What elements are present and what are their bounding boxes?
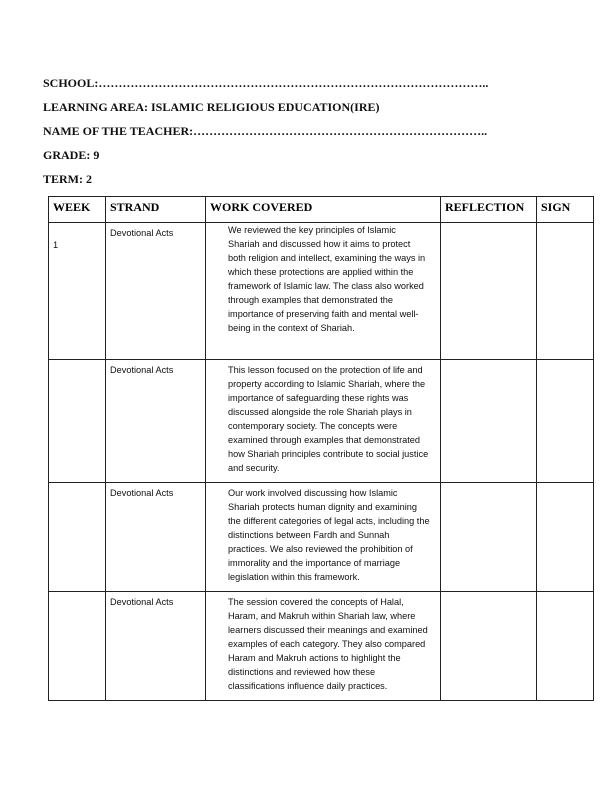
school-line: SCHOOL:……………………………………………………………………………………..	[43, 76, 489, 90]
table-row	[49, 483, 594, 592]
sign-cell[interactable]	[537, 483, 594, 592]
reflection-cell[interactable]	[441, 223, 537, 360]
strand-column-header: STRAND	[106, 197, 206, 223]
reflection-cell[interactable]	[441, 592, 537, 701]
grade-line: GRADE: 9	[43, 148, 100, 162]
reflection-cell[interactable]	[441, 483, 537, 592]
sign-column-header: SIGN	[537, 197, 594, 223]
strand-cell: Devotional Acts	[106, 223, 206, 360]
strand-cell: Devotional Acts	[106, 483, 206, 592]
sign-cell[interactable]	[537, 360, 594, 483]
learning-area-line: LEARNING AREA: ISLAMIC RELIGIOUS EDUCATION(IRE)	[43, 100, 380, 114]
week-cell	[49, 592, 106, 701]
strand-cell: Devotional Acts	[106, 360, 206, 483]
table-row	[49, 592, 594, 701]
week-column-header: WEEK	[49, 197, 106, 223]
sign-cell[interactable]	[537, 223, 594, 360]
reflection-cell[interactable]	[441, 360, 537, 483]
strand-cell: Devotional Acts	[106, 592, 206, 701]
teacher-name-line: NAME OF THE TEACHER:………………………………………………………………..	[43, 124, 488, 138]
sign-cell[interactable]	[537, 592, 594, 701]
table-row	[49, 360, 594, 483]
work-covered-table	[48, 196, 594, 701]
table-header-row	[49, 197, 594, 223]
reflection-column-header: REFLECTION	[441, 197, 537, 223]
work-covered-column-header: WORK COVERED	[206, 197, 441, 223]
work-covered-cell: The session covered the concepts of Halal, Haram, and Makruh within Shariah law, where learners discussed their meanings and examined examples of each category. They also compared Haram and Makruh actions to highlight the distinctions and reviewed how these classifications influence daily practices.	[206, 592, 441, 701]
term-line: TERM: 2	[43, 172, 92, 186]
week-cell: 1	[49, 223, 106, 360]
work-covered-cell: This lesson focused on the protection of life and property according to Islamic Shariah, where the importance of safeguarding these rights was discussed alongside the role Shariah plays in contemporary society. The concepts were examined through examples that demonstrated how Shariah principles contribute to social justice and security.	[206, 360, 441, 483]
week-cell	[49, 360, 106, 483]
table-row	[49, 223, 594, 360]
work-covered-cell: Our work involved discussing how Islamic Shariah protects human dignity and examining the different categories of legal acts, including the distinctions between Fardh and Sunnah practices. We also reviewed the prohibition of immorality and the importance of marriage legislation within this framework.	[206, 483, 441, 592]
work-covered-cell: We reviewed the key principles of Islamic Shariah and discussed how it aims to protect both religion and intellect, examining the ways in which these protections are applied within the framework of Islamic law. The class also worked through examples that demonstrated the importance of preserving faith and mental well-being in the context of Shariah.	[206, 223, 441, 360]
week-cell	[49, 483, 106, 592]
